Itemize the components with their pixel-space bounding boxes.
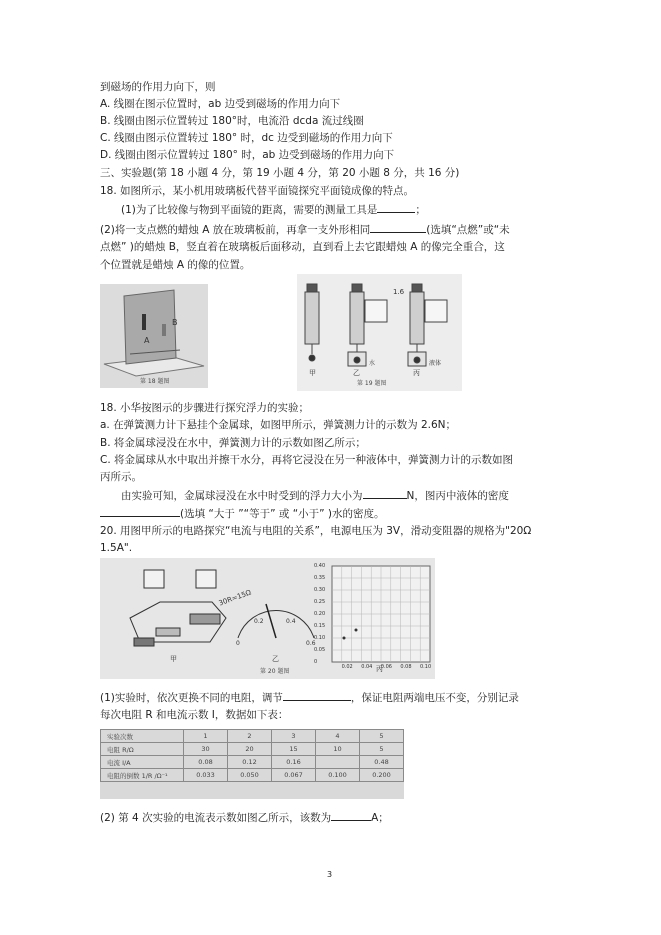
graph-y-tick: 0.10 (314, 635, 326, 641)
figure-20-drawing (100, 558, 435, 679)
table-cell: 0.033 (184, 769, 228, 782)
option-d: D. 线圈由图示位置转过 180° 时，ab 边受到磁场的作用力向下 (100, 149, 395, 161)
figure-18-label-b: B (172, 318, 178, 327)
graph-y-tick: 0.35 (314, 575, 326, 581)
graph-y-tick: 0.20 (314, 611, 326, 617)
graph-point (343, 637, 346, 640)
table-row-label: 电流 I/A (101, 756, 184, 769)
table-cell: 5 (360, 743, 404, 756)
meter-tick: 0 (236, 640, 240, 647)
figure-19-label-water: 水 (369, 360, 376, 367)
figure-19-label-liquid: 液体 (429, 360, 442, 367)
figure-18-photo (100, 284, 208, 388)
table-row-label: 电阻的倒数 1/R /Ω⁻¹ (101, 769, 184, 782)
graph-y-tick: 0.25 (314, 599, 326, 605)
figure-19-label-jia: 甲 (309, 369, 316, 377)
question-19-conclusion-line2-b: (选填 “大于 ”“等于” 或 “小于” )水的密度。 (180, 508, 385, 520)
graph-y-tick: 0 (314, 659, 318, 665)
graph-y-tick: 0.40 (314, 563, 326, 569)
table-cell: 15 (272, 743, 316, 756)
table-row (101, 769, 404, 782)
table-header-row (101, 730, 404, 743)
question-18-part2 (100, 222, 510, 237)
answer-blank (331, 810, 371, 821)
option-b: B. 线圈由图示位置转过 180°时，电流沿 dcda 流过线圈 (100, 115, 364, 127)
figure-18-caption: 第 18 题图 (140, 378, 170, 385)
figure-20-label-bing: 丙 (376, 665, 383, 673)
question-18-part2-line2: 点燃” )的蜡烛 B，竖直着在玻璃板后面移动，直到看上去它跟蜡烛 A 的像完全重合，这 (100, 241, 505, 253)
figure-19-caption: 第 19 题图 (357, 380, 387, 387)
question-18-part2-a: (2)将一支点燃的蜡烛 A 放在玻璃板前，再拿一支外形相同 (100, 224, 371, 236)
answer-blank (377, 202, 415, 213)
figure-20-photo (100, 558, 435, 679)
figure-20-caption: 第 20 题图 (260, 668, 290, 675)
table-row (101, 743, 404, 756)
figure-18-drawing (100, 284, 208, 388)
graph-x-tick: 0.06 (380, 664, 392, 670)
question-19-title: 18. 小华按图示的步骤进行探究浮力的实验； (100, 402, 310, 414)
table-cell: 0.48 (360, 756, 404, 769)
question-18-part1-text: (1)为了比较像与物到平面镜的距离，需要的测量工具是 (121, 204, 378, 216)
question-19-conclusion-a: 由实验可知，金属球浸没在水中时受到的浮力大小为 (121, 490, 363, 502)
question-20-part1-a: (1)实验时，依次更换不同的电阻，调节 (100, 692, 283, 704)
figure-19-photo (297, 274, 462, 391)
question-20-part2-b: A； (371, 812, 389, 824)
page-number: 3 (327, 870, 333, 879)
question-19-conclusion-b: N，图丙中液体的密度 (406, 490, 509, 502)
table-cell: 0.16 (272, 756, 316, 769)
question-20-part2 (100, 810, 389, 825)
question-19-step-c-line2: 丙所示。 (100, 471, 142, 483)
table-cell: 5 (360, 730, 404, 743)
meter-tick: 0.6 (306, 640, 316, 647)
table-row (101, 756, 404, 769)
table-cell: 1 (184, 730, 228, 743)
table-cell: 4 (316, 730, 360, 743)
question-20-part1-line2: 每次电阻 R 和电流示数 I，数据如下表： (100, 709, 289, 721)
table-cell: 0.08 (184, 756, 228, 769)
graph-x-tick: 0.08 (400, 664, 412, 670)
question-18-title: 18. 如图所示，某小机用玻璃板代替平面镜探究平面镜成像的特点。 (100, 185, 415, 197)
question-18-part1 (121, 202, 426, 217)
question-19-step-a: a. 在弹簧测力计下悬挂个金属球，如图甲所示，弹簧测力计的示数为 2.6N； (100, 419, 456, 431)
graph-x-tick: 0.02 (341, 664, 353, 670)
table-cell: 0.200 (360, 769, 404, 782)
option-c: C. 线圈由图示位置转过 180° 时，dc 边受到磁场的作用力向下 (100, 132, 393, 144)
table-cell: 0.100 (316, 769, 360, 782)
table-cell (316, 756, 360, 769)
question-18-part2-b: (选填“点燃”或“未 (426, 224, 510, 236)
question-19-conclusion-line2 (100, 506, 385, 521)
question-20-part2-a: (2) 第 4 次实验的电流表示数如图乙所示，该数为 (100, 812, 332, 824)
graph-y-tick: 0.05 (314, 647, 326, 653)
table-cell: 0.050 (228, 769, 272, 782)
figure-20-label-jia: 甲 (170, 655, 177, 663)
table-cell: 30 (184, 743, 228, 756)
data-table (100, 729, 404, 799)
question-19-conclusion (121, 488, 509, 503)
answer-blank (283, 690, 351, 701)
question-18-part2-line3: 个位置就是蜡烛 A 的像的位置。 (100, 259, 251, 271)
table-cell: 20 (228, 743, 272, 756)
question-20-title: 20. 用图甲所示的电路探究“电流与电阻的关系”，电源电压为 3V，滑动变阻器的规格为"20Ω (100, 525, 532, 537)
figure-19-label-bing: 丙 (413, 369, 420, 377)
figure-19-label-yi: 乙 (353, 369, 360, 377)
meter-tick: 0.4 (286, 618, 296, 625)
table-header-label: 实验次数 (101, 730, 184, 743)
figure-19-drawing (297, 274, 462, 391)
figure-20-handwriting: 30R=15Ω (217, 588, 253, 608)
answer-blank (363, 488, 407, 499)
question-18-part1-end: ； (415, 204, 426, 216)
graph-y-tick: 0.15 (314, 623, 326, 629)
answer-blank (100, 506, 180, 517)
table-cell: 3 (272, 730, 316, 743)
answer-blank (370, 222, 426, 233)
graph-point (355, 629, 358, 632)
table-cell: 0.12 (228, 756, 272, 769)
figure-18-label-a: A (144, 336, 150, 345)
question-20-title-line2: 1.5A". (100, 542, 133, 554)
graph-y-tick: 0.30 (314, 587, 326, 593)
figure-20-label-yi: 乙 (272, 655, 279, 663)
question-20-part1 (100, 690, 519, 705)
option-a: A. 线圈在图示位置时，ab 边受到磁场的作用力向下 (100, 98, 341, 110)
graph-x-tick: 0.10 (420, 664, 432, 670)
table-cell: 10 (316, 743, 360, 756)
table-row-label: 电阻 R/Ω (101, 743, 184, 756)
table-cell: 2 (228, 730, 272, 743)
meter-tick: 0.2 (254, 618, 264, 625)
text-line: 到磁场的作用力向下，则 (100, 81, 216, 93)
table-cell: 0.067 (272, 769, 316, 782)
figure-19-handwriting: 1.6 (393, 288, 405, 296)
section-heading: 三、实验题(第 18 小题 4 分，第 19 小题 4 分，第 20 小题 8 分，共 16 分) (100, 167, 460, 179)
question-20-part1-b: ，保证电阻两端电压不变，分别记录 (350, 692, 519, 704)
question-19-step-c: C. 将金属球从水中取出并擦干水分，再将它浸没在另一种液体中，弹簧测力计的示数如图 (100, 454, 514, 466)
question-19-step-b: B. 将金属球浸没在水中，弹簧测力计的示数如图乙所示； (100, 437, 366, 449)
graph-x-tick: 0.04 (361, 664, 373, 670)
